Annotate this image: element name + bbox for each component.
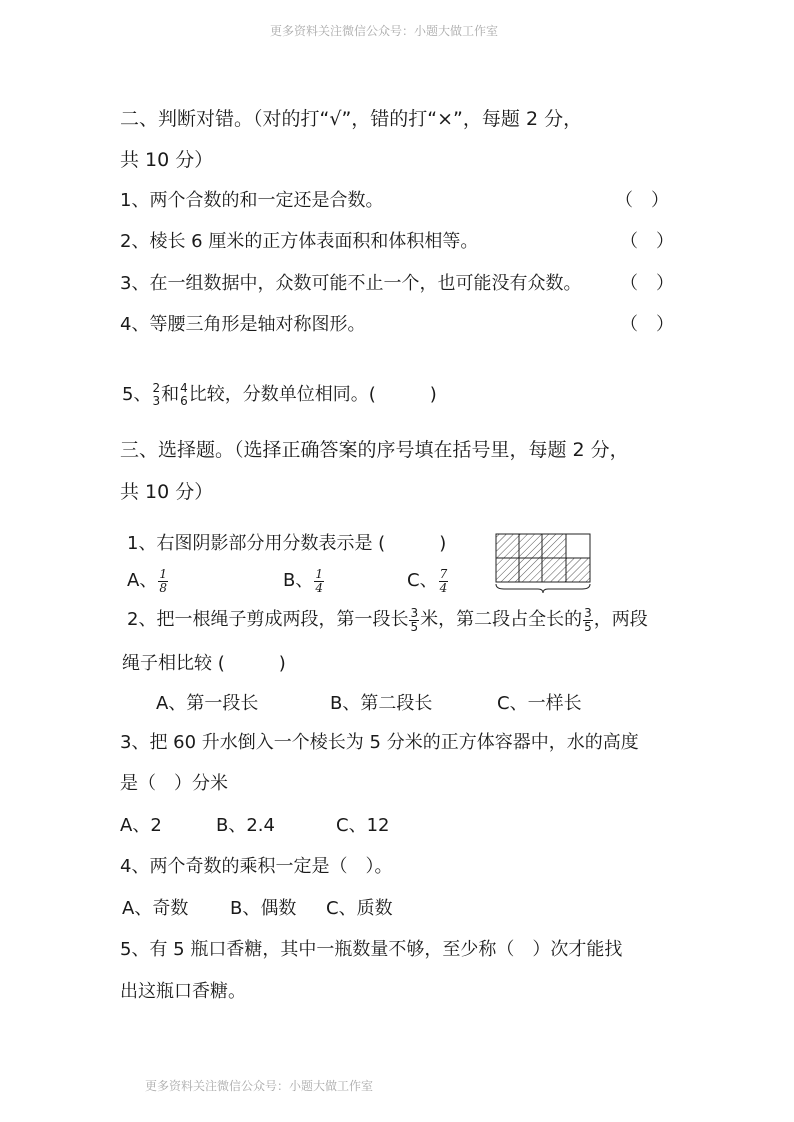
fraction-numerator: 2 — [152, 381, 161, 395]
fraction-3-5-b — [583, 607, 593, 634]
q4-option-a[interactable]: A、奇数 — [122, 898, 189, 919]
q2-option-b[interactable]: B、第二段长 — [330, 693, 433, 714]
choice-q5-line2: 出这瓶口香糖。 — [120, 981, 246, 1002]
item5-prefix: 5、 — [122, 384, 152, 405]
q1-option-b[interactable] — [283, 566, 325, 596]
q2-part1: 2、把一根绳子剪成两段，第一段长 — [127, 609, 409, 630]
watermark-top: 更多资料关注微信公众号：小题大做工作室 — [270, 24, 499, 38]
choice-q2-line1 — [127, 604, 648, 636]
right-square — [542, 534, 590, 582]
judge-item-4: 4、等腰三角形是轴对称图形。 — [120, 314, 366, 335]
item5-mid: 和 — [161, 384, 180, 405]
q2-option-c[interactable]: C、一样长 — [497, 693, 582, 714]
fraction-numerator: 4 — [180, 381, 188, 395]
choice-q3-line2: 是（ ）分米 — [120, 773, 228, 794]
fraction-numerator: 3 — [410, 605, 419, 620]
fraction-denominator: 8 — [159, 580, 167, 595]
section2-title-line2: 共 10 分） — [120, 149, 214, 171]
fraction-3-5-a — [409, 607, 419, 634]
section3-title-line1: 三、选择题。（选择正确答案的序号填在括号里，每题 2 分， — [120, 439, 629, 461]
fraction-denominator: 5 — [584, 619, 592, 634]
q4-option-c[interactable]: C、质数 — [326, 898, 393, 919]
q1-option-a[interactable] — [127, 566, 169, 596]
q1-option-c[interactable] — [407, 566, 449, 596]
choice-q4-line1: 4、两个奇数的乘积一定是（ ）。 — [120, 856, 393, 877]
watermark-bottom: 更多资料关注微信公众号：小题大做工作室 — [145, 1079, 374, 1093]
fraction-4-6 — [180, 382, 188, 408]
answer-paren-3[interactable]: （ ） — [620, 273, 674, 294]
q2-option-a[interactable]: A、第一段长 — [156, 693, 259, 714]
q2-part3: ，两段 — [593, 609, 648, 630]
q2-part2: 米，第二段占全长的 — [420, 609, 583, 630]
left-square — [496, 534, 542, 582]
fraction-denominator: 3 — [152, 394, 161, 408]
judge-item-2: 2、棱长 6 厘米的正方体表面积和体积相等。 — [120, 231, 479, 252]
answer-paren-1[interactable]: （ ） — [615, 190, 669, 211]
brace — [496, 584, 590, 593]
q3-option-a[interactable]: A、2 — [120, 815, 162, 836]
fraction-7-4 — [439, 568, 449, 595]
fraction-denominator: 4 — [439, 580, 448, 595]
option-label: C、 — [407, 570, 438, 591]
judge-item-1: 1、两个合数的和一定还是合数。 — [120, 190, 384, 211]
choice-q5-line1: 5、有 5 瓶口香糖，其中一瓶数量不够，至少称（ ）次才能找 — [120, 939, 623, 960]
fraction-1-4 — [314, 568, 324, 595]
q3-option-c[interactable]: C、12 — [336, 815, 390, 836]
fraction-numerator: 1 — [315, 566, 323, 581]
item5-suffix: 比较，分数单位相同。( ) — [188, 384, 437, 405]
answer-paren-2[interactable]: （ ） — [620, 231, 674, 252]
q4-option-b[interactable]: B、偶数 — [230, 898, 297, 919]
shaded-fraction-figure — [494, 532, 594, 594]
choice-q1: 1、右图阴影部分用分数表示是 ( ) — [127, 533, 447, 554]
choice-q3-line1: 3、把 60 升水倒入一个棱长为 5 分米的正方体容器中，水的高度 — [120, 732, 639, 753]
fraction-numerator: 7 — [439, 566, 448, 581]
fraction-2-3 — [152, 382, 160, 408]
fraction-denominator: 5 — [410, 619, 419, 634]
choice-q2-line2: 绳子相比较 ( ) — [122, 653, 286, 674]
q3-option-b[interactable]: B、2.4 — [216, 815, 275, 836]
judge-item-3: 3、在一组数据中，众数可能不止一个，也可能没有众数。 — [120, 273, 582, 294]
section3-title-line2: 共 10 分） — [120, 481, 214, 503]
fraction-denominator: 4 — [315, 580, 323, 595]
fraction-denominator: 6 — [180, 394, 188, 408]
fraction-numerator: 1 — [159, 566, 167, 581]
option-label: A、 — [127, 570, 158, 591]
option-label: B、 — [283, 570, 314, 591]
judge-item-5 — [122, 372, 437, 418]
section2-title-line1: 二、判断对错。（对的打“√”，错的打“×”，每题 2 分， — [120, 108, 583, 130]
fraction-1-8 — [158, 568, 168, 595]
fraction-numerator: 3 — [584, 605, 592, 620]
answer-paren-4[interactable]: （ ） — [620, 314, 674, 335]
